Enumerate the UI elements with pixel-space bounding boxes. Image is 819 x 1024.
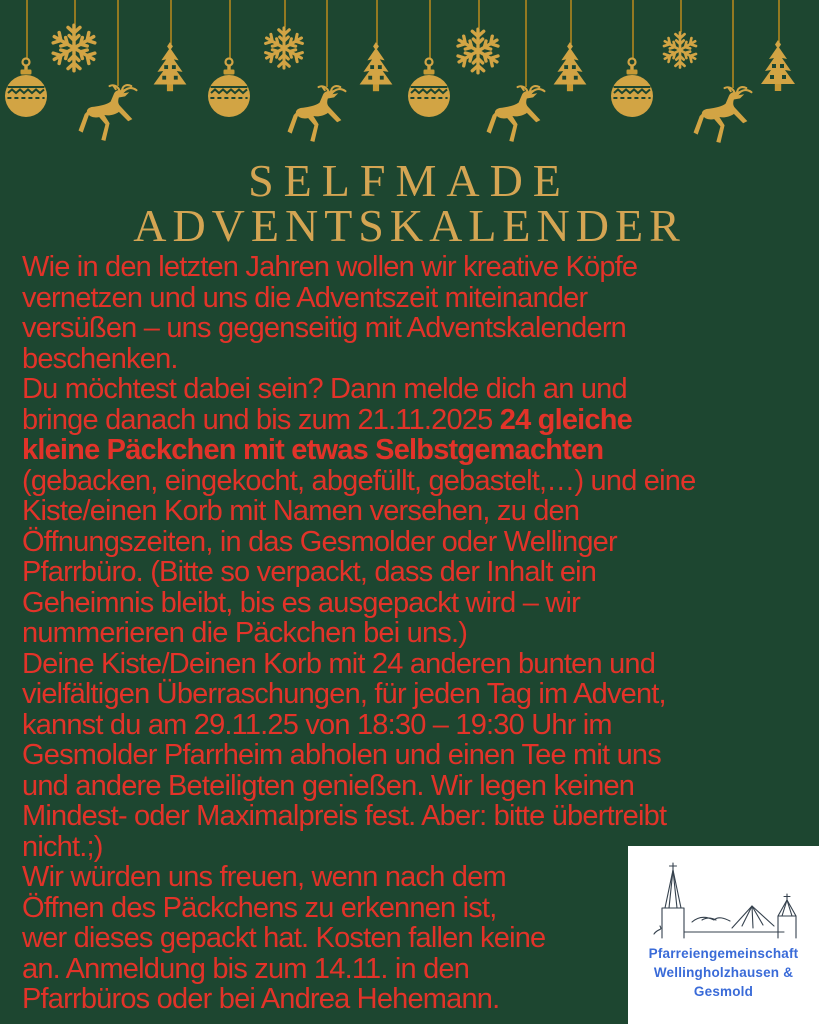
text-segment: (gebacken, eingekocht, abgefüllt, gebastelt,…) und eine <box>22 464 696 497</box>
text-segment: Wir würden uns freuen, wenn nach dem <box>22 861 506 893</box>
snowflake-4-icon <box>660 30 700 70</box>
reindeer-2 <box>285 85 348 145</box>
reindeer-2-icon <box>285 85 348 145</box>
parish-logo <box>628 846 819 1024</box>
christmas-tree-4 <box>757 40 799 97</box>
text-segment: Pfarrbüros oder bei Andrea Hehemann. <box>22 983 500 1015</box>
text-segment: nicht.;) <box>22 830 103 863</box>
text-line <box>22 252 819 283</box>
text-segment: Mindest- oder Maximalpreis fest. Aber: bitte übertreibt <box>22 800 667 832</box>
text-line <box>22 710 819 741</box>
hanging-string <box>326 0 328 87</box>
text-segment: Du möchtest dabei sein? Dann melde dich an und <box>22 373 627 405</box>
text-segment: Geheimnis bleibt, bis es ausgepackt wird – wir <box>22 586 580 619</box>
reindeer-4-icon <box>691 86 754 146</box>
text-line <box>22 435 819 466</box>
text-segment: vernetzen und uns die Adventszeit miteinander <box>22 281 588 314</box>
logo-text-line1: Pfarreiengemeinschaft <box>648 946 799 961</box>
hanging-string <box>680 0 682 32</box>
hanging-string <box>229 0 231 58</box>
snowflake-1-icon <box>48 22 100 74</box>
text-line <box>22 405 819 436</box>
hanging-string <box>117 0 119 86</box>
ornament-ball-2 <box>207 56 251 118</box>
hanging-string <box>778 0 780 42</box>
reindeer-3-icon <box>484 85 547 145</box>
hanging-string <box>525 0 527 87</box>
christmas-tree-3 <box>550 42 590 97</box>
hanging-string <box>632 0 634 58</box>
text-segment: Deine Kiste/Deinen Korb mit 24 anderen bunten und <box>22 647 656 680</box>
christmas-tree-3-icon <box>550 42 590 97</box>
hanging-string <box>376 0 378 44</box>
reindeer-1 <box>76 84 139 144</box>
hanging-string <box>732 0 734 88</box>
text-line <box>22 466 819 497</box>
text-line <box>22 344 819 375</box>
text-line <box>22 679 819 710</box>
text-segment: beschenken. <box>22 342 178 375</box>
poster-title-line1: SELFMADE <box>248 155 571 206</box>
christmas-tree-4-icon <box>757 40 799 97</box>
bold-text-segment: kleine Päckchen mit etwas Selbstgemachten <box>22 434 604 466</box>
ornament-ball-2-icon <box>207 56 251 118</box>
text-segment: kannst du am 29.11.25 von 18:30 – 19:30 Uhr im <box>22 708 612 741</box>
ornament-ball-4 <box>610 56 654 118</box>
hanging-string <box>570 0 572 44</box>
text-segment: Öffnungszeiten, in das Gesmolder oder Wellinger <box>22 525 617 558</box>
snowflake-1 <box>48 22 100 74</box>
text-segment: Öffnen des Päckchens zu erkennen ist, <box>22 891 497 924</box>
snowflake-3 <box>453 26 503 76</box>
hanging-string <box>478 0 480 28</box>
bold-text-segment: 24 gleiche <box>499 403 632 436</box>
text-line <box>22 618 819 649</box>
hanging-string <box>74 0 76 24</box>
text-segment: wer dieses gepackt hat. Kosten fallen keine <box>22 922 546 954</box>
text-line <box>22 283 819 314</box>
reindeer-1-icon <box>76 84 139 144</box>
snowflake-3-icon <box>453 26 503 76</box>
text-segment: Pfarrbüro. (Bitte so verpackt, dass der Inhalt ein <box>22 556 597 588</box>
ornament-ball-4-icon <box>610 56 654 118</box>
text-segment: bringe danach und bis zum 21.11.2025 <box>22 403 500 436</box>
christmas-tree-2-icon <box>356 42 396 97</box>
text-line <box>22 588 819 619</box>
hanging-string <box>284 0 286 27</box>
hanging-string <box>170 0 172 44</box>
text-segment: vielfältigen Überraschungen, für jeden Tag im Advent, <box>22 678 666 710</box>
reindeer-3 <box>484 85 547 145</box>
text-line <box>22 527 819 558</box>
poster-title <box>0 155 819 251</box>
hanging-string <box>26 0 28 58</box>
text-line <box>22 374 819 405</box>
snowflake-2-icon <box>261 25 307 71</box>
hanging-string <box>429 0 431 58</box>
text-line <box>22 313 819 344</box>
poster-title-line2: ADVENTSKALENDER <box>133 200 686 251</box>
ornament-ball-3 <box>407 56 451 118</box>
text-segment: und andere Beteiligten genießen. Wir legen keinen <box>22 769 635 802</box>
church-skyline-drawing <box>644 858 804 944</box>
text-segment: Kiste/einen Korb mit Namen versehen, zu den <box>22 495 580 527</box>
snowflake-2 <box>261 25 307 71</box>
logo-text-line2: Wellingholzhausen & Gesmold <box>653 965 794 999</box>
reindeer-4 <box>691 86 754 146</box>
text-line <box>22 496 819 527</box>
text-line <box>22 740 819 771</box>
text-segment: Wie in den letzten Jahren wollen wir kreative Köpfe <box>22 251 638 283</box>
text-segment: nummerieren die Päckchen bei uns.) <box>22 617 468 649</box>
text-line <box>22 801 819 832</box>
text-line <box>22 557 819 588</box>
ornament-ball-3-icon <box>407 56 451 118</box>
christmas-tree-1 <box>150 42 190 97</box>
christmas-tree-1-icon <box>150 42 190 97</box>
ornament-ball-1-icon <box>4 56 48 118</box>
christmas-tree-2 <box>356 42 396 97</box>
text-segment: Gesmolder Pfarrheim abholen und einen Tee mit uns <box>22 739 661 771</box>
text-segment: versüßen – uns gegenseitig mit Adventskalendern <box>22 312 627 344</box>
text-line <box>22 771 819 802</box>
text-line <box>22 649 819 680</box>
text-segment: an. Anmeldung bis zum 14.11. in den <box>22 952 470 985</box>
snowflake-4 <box>660 30 700 70</box>
ornament-ball-1 <box>4 56 48 118</box>
